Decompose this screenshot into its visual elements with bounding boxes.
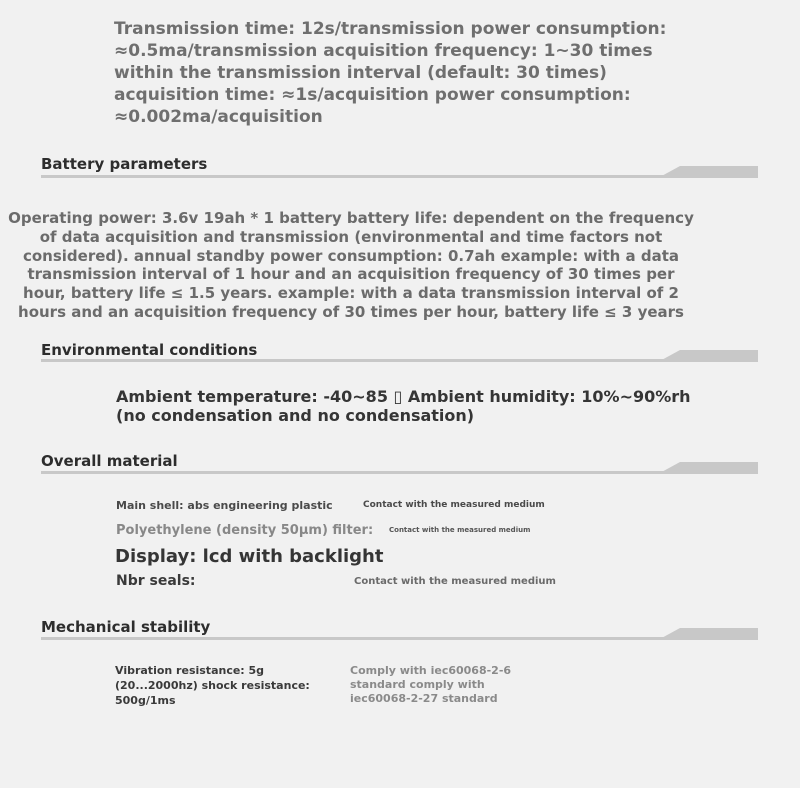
text-line: hour, battery life ≤ 1.5 years. example: with a data transmission interval of 2 [23,284,679,303]
text-line: Ambient temperature: -40~85 ▯ Ambient humidity: 10%~90%rh [116,387,691,406]
text-line: (20...2000hz) shock resistance: [115,679,310,692]
text-line: Vibration resistance: 5g [115,664,265,677]
section-divider [41,350,758,362]
mechanical-resistance-text [115,663,329,708]
section-title-battery: Battery parameters [41,155,208,173]
text-line: ≈0.002ma/acquisition [114,107,323,127]
text-line: hours and an acquisition frequency of 30 times per hour, battery life ≤ 3 years [18,302,684,321]
text-line: Transmission time: 12s/transmission power consumption: [114,19,667,39]
mechanical-standard-text [350,664,560,706]
material-main-shell: Main shell: abs engineering plastic [116,499,333,512]
material-display: Display: lcd with backlight [115,546,384,567]
transmission-paragraph [114,18,714,128]
text-line: Operating power: 3.6v 19ah * 1 battery battery life: dependent on the frequency [8,209,694,227]
text-line: ≈0.5ma/transmission acquisition frequency: 1~30 times [114,41,653,61]
text-line: 500g/1ms [115,694,176,707]
battery-paragraph [0,209,702,322]
section-title-material: Overall material [41,452,178,470]
text-line: standard comply with [350,678,485,691]
environment-paragraph [116,387,716,425]
section-divider [41,166,758,178]
material-seals-note: Contact with the measured medium [354,576,556,587]
text-line: (no condensation and no condensation) [116,406,475,425]
page-bottom-margin [0,788,800,800]
text-line: Comply with iec60068-2-6 [350,664,512,677]
text-line: within the transmission interval (default: 30 times) [114,63,607,83]
section-divider [41,628,758,640]
section-title-mechanical: Mechanical stability [41,618,211,636]
text-line: of data acquisition and transmission (environmental and time factors not [39,227,663,246]
section-divider [41,462,758,474]
material-filter-note: Contact with the measured medium [389,526,531,534]
material-filter: Polyethylene (density 50μm) filter: [116,523,374,538]
material-main-shell-note: Contact with the measured medium [363,500,545,510]
material-seals: Nbr seals: [116,573,196,589]
text-line: iec60068-2-27 standard [350,692,498,705]
text-line: acquisition time: ≈1s/acquisition power consumption: [114,85,631,105]
text-line: transmission interval of 1 hour and an acquisition frequency of 30 times per [27,265,675,284]
section-title-environment: Environmental conditions [41,341,258,359]
text-line: considered). annual standby power consumption: 0.7ah example: with a data [22,246,680,265]
